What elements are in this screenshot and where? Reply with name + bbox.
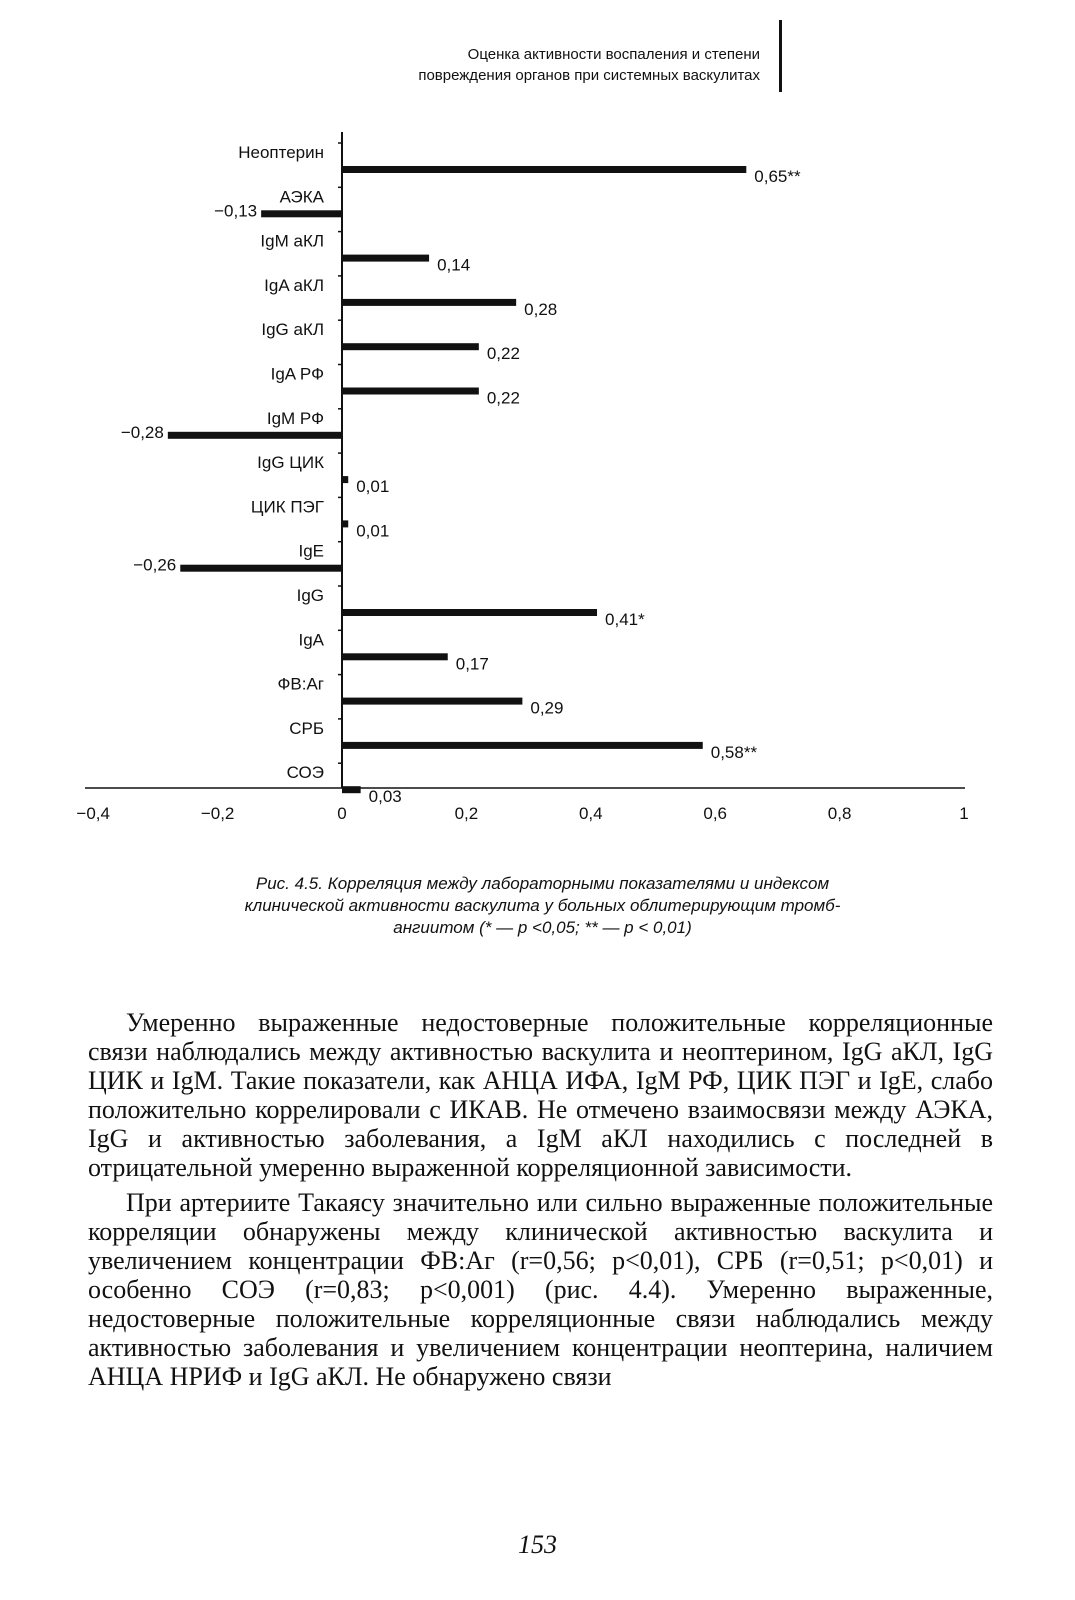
value-label: 0,58** (710, 742, 758, 762)
category-label: IgA аКЛ (264, 275, 324, 295)
x-tick-label: 0,8 (827, 804, 852, 823)
bar (342, 388, 479, 395)
page-number: 153 (518, 1530, 557, 1559)
bar (342, 786, 361, 793)
value-label: 0,22 (486, 344, 520, 364)
x-tick-label: 0,2 (454, 804, 479, 823)
value-label: 0,03 (368, 787, 402, 807)
value-label: −0,13 (214, 201, 258, 221)
bar (342, 476, 348, 483)
bar (261, 210, 342, 217)
value-label: −0,26 (133, 555, 177, 575)
category-label: СОЭ (286, 763, 324, 783)
x-tick-label: −0,2 (200, 804, 235, 823)
value-label: 0,29 (530, 698, 564, 718)
body-text (88, 1008, 993, 1397)
category-label: IgG аКЛ (261, 320, 324, 340)
bar (342, 609, 597, 616)
value-label: 0,28 (524, 299, 558, 319)
running-header (300, 44, 760, 86)
value-label: 0,22 (486, 388, 520, 408)
running-header-line-1: Оценка активности воспаления и степени (467, 46, 760, 63)
header-rule (779, 20, 782, 92)
category-label: ЦИК ПЭГ (250, 497, 324, 517)
category-label: АЭКА (279, 187, 324, 207)
value-label: 0,41* (605, 610, 645, 629)
bar (342, 166, 746, 173)
value-label: 0,65** (754, 167, 801, 186)
running-header-line-2: повреждения органов при системных васкулитах (418, 67, 760, 84)
category-label: СРБ (289, 718, 324, 738)
bar (342, 343, 479, 350)
figure-caption (95, 873, 990, 939)
x-tick-label: −0,4 (76, 804, 110, 823)
value-label: −0,28 (120, 422, 164, 442)
category-label: ФВ:Аг (277, 674, 324, 694)
category-label: IgG (296, 586, 324, 605)
caption-line-3: ангиитом (* — р <0,05; ** — р < 0,01) (393, 918, 692, 937)
category-label: IgM РФ (266, 408, 324, 428)
x-tick-label: 1 (959, 804, 969, 823)
paragraph-1: Умеренно выраженные недостоверные положительные корреляционные связи наблюдались между активностью васкулита и неоптерином, IgG aКЛ, IgG ЦИК и IgM. Такие показатели, как АНЦА ИФА, IgM РФ, ЦИК ПЭГ и IgE, слабо положительно коррелировали с ИКАВ. Не отмечено взаимосвязи между АЭКА, IgG и активностью заболевания, а IgM aКЛ находились с последней в отрицательной умеренно выраженной корреляционной зависимости. (88, 1008, 993, 1182)
bar (342, 698, 522, 705)
x-tick-label: 0,4 (578, 804, 603, 823)
category-label: IgE (298, 541, 324, 561)
bar (342, 653, 448, 660)
category-label: IgA (298, 630, 324, 650)
bar (342, 520, 348, 527)
value-label: 0,17 (455, 654, 489, 674)
caption-line-1: Рис. 4.5. Корреляция между лабораторными показателями и индексом (255, 874, 830, 893)
bar (342, 255, 429, 262)
category-label: IgA РФ (270, 364, 324, 384)
x-tick-label: 0,6 (703, 804, 728, 823)
value-label: 0,01 (356, 521, 390, 541)
correlation-bar-chart (0, 120, 1000, 840)
bar (342, 299, 516, 306)
category-label: Неоптерин (238, 143, 324, 162)
category-label: IgG ЦИК (257, 453, 324, 473)
bar (180, 565, 342, 572)
bar (342, 742, 703, 749)
bar (168, 432, 342, 439)
value-label: 0,14 (437, 255, 471, 275)
x-tick-label: 0 (337, 804, 347, 823)
category-label: IgM аКЛ (260, 231, 324, 251)
paragraph-2: При артериите Такаясу значительно или сильно выраженные положительные корреляции обнаружены между клинической активностью васкулита и увеличением концентрации ФВ:Аг (r=0,56; p<0,01), СРБ (r=0,51; p<0,01) и особенно СОЭ (r=0,83; p<0,001) (рис. 4.4). Умеренно выраженные, недостоверные положительные корреляционные связи наблюдались между активностью заболевания и увеличением концентрации неоптерина, наличием АНЦА НРИФ и IgG aКЛ. Не обнаружено связи (88, 1188, 993, 1391)
caption-line-2: клинической активности васкулита у больных облитерирующим тромб- (244, 896, 841, 915)
value-label: 0,01 (356, 477, 390, 497)
